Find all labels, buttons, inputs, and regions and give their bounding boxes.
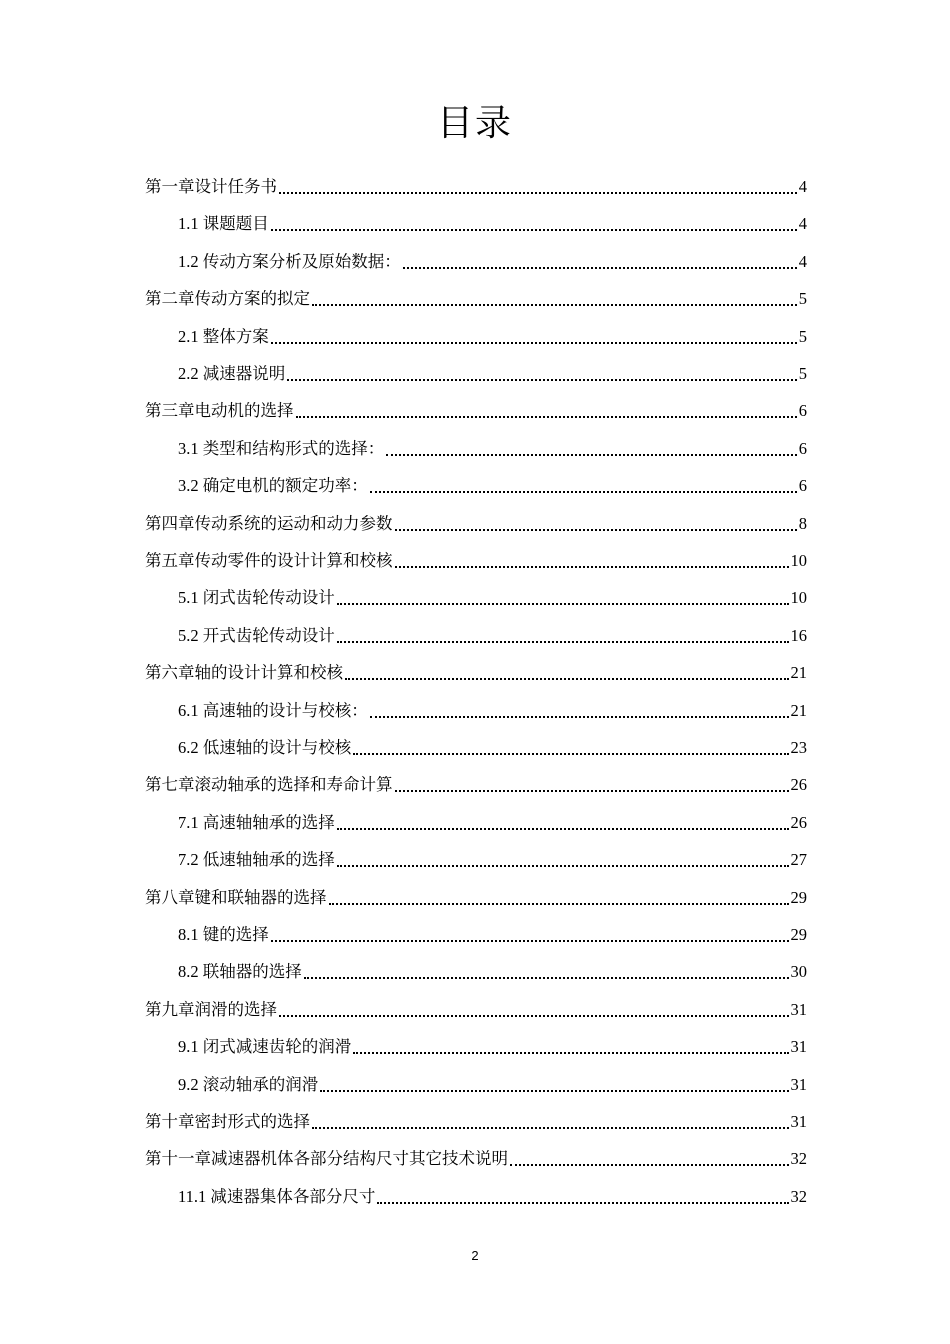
toc-entry-page: 6 xyxy=(798,438,807,458)
toc-entry-page: 5 xyxy=(798,364,807,383)
toc-entry-page: 26 xyxy=(790,775,807,795)
toc-section-entry[interactable] xyxy=(178,954,807,986)
toc-dot-leader xyxy=(279,192,797,194)
toc-section-entry[interactable] xyxy=(178,805,807,837)
toc-section-entry[interactable] xyxy=(178,431,807,463)
toc-section-entry[interactable] xyxy=(178,244,807,276)
toc-entry-page: 21 xyxy=(790,663,807,683)
toc-entry-label: 第七章滚动轴承的选择和寿命计算 xyxy=(145,775,393,795)
toc-entry-page: 4 xyxy=(798,251,807,271)
toc-section-entry[interactable] xyxy=(178,1029,807,1061)
toc-entry-page: 8 xyxy=(798,513,807,533)
toc-entry-page: 31 xyxy=(790,999,807,1019)
toc-chapter-entry[interactable] xyxy=(145,880,807,912)
toc-entry-label: 第八章键和联轴器的选择 xyxy=(145,887,327,907)
toc-section-entry[interactable] xyxy=(178,730,807,762)
toc-entry-page: 5 xyxy=(798,289,807,309)
toc-dot-leader xyxy=(304,977,789,979)
toc-entry-label: 8.2 联轴器的选择 xyxy=(178,962,302,982)
toc-dot-leader xyxy=(353,753,788,755)
toc-dot-leader xyxy=(395,566,789,568)
toc-entry-label: 第十一章减速器机体各部分结构尺寸其它技术说明 xyxy=(145,1149,508,1169)
toc-entry-page: 6 xyxy=(798,401,807,421)
toc-entry-label: 5.1 闭式齿轮传动设计 xyxy=(178,588,335,608)
toc-entry-label: 7.2 低速轴轴承的选择 xyxy=(178,850,335,870)
toc-dot-leader xyxy=(271,940,789,942)
toc-section-entry[interactable] xyxy=(178,580,807,612)
toc-entry-label: 6.1 高速轴的设计与校核： xyxy=(178,700,368,720)
toc-chapter-entry[interactable] xyxy=(145,1141,807,1173)
toc-dot-leader xyxy=(337,641,789,643)
toc-entry-label: 2.1 整体方案 xyxy=(178,326,269,346)
toc-entry-label: 第五章传动零件的设计计算和校核 xyxy=(145,551,393,570)
toc-dot-leader xyxy=(287,379,797,381)
toc-entry-label: 1.1 课题题目 xyxy=(178,214,269,234)
toc-entry-label: 第九章润滑的选择 xyxy=(145,999,277,1019)
toc-section-entry[interactable] xyxy=(178,842,807,874)
toc-chapter-entry[interactable] xyxy=(145,655,807,687)
toc-entry-label: 第二章传动方案的拟定 xyxy=(145,289,310,309)
toc-entry-label: 11.1 减速器集体各部分尺寸 xyxy=(178,1186,376,1206)
toc-entry-label: 第一章设计任务书 xyxy=(145,177,277,196)
toc-entry-page: 29 xyxy=(790,887,807,907)
toc-dot-leader xyxy=(377,1202,788,1204)
toc-dot-leader xyxy=(337,865,789,867)
page-title: 目录 xyxy=(436,103,513,144)
toc-section-entry[interactable] xyxy=(178,356,807,388)
toc-section-entry[interactable] xyxy=(178,693,807,725)
toc-entry-page: 31 xyxy=(790,1074,807,1094)
toc-dot-leader xyxy=(395,529,797,531)
toc-entry-label: 第十章密封形式的选择 xyxy=(145,1112,310,1131)
toc-chapter-entry[interactable] xyxy=(145,1104,807,1136)
toc-dot-leader xyxy=(395,790,789,792)
toc-dot-leader xyxy=(510,1164,789,1166)
toc-entry-page: 4 xyxy=(798,214,807,234)
toc-section-entry[interactable] xyxy=(178,468,807,500)
toc-entry-page: 4 xyxy=(798,177,807,196)
toc-dot-leader xyxy=(370,716,789,718)
toc-entry-label: 6.2 低速轴的设计与校核 xyxy=(178,738,352,757)
toc-dot-leader xyxy=(337,603,789,605)
toc-chapter-entry[interactable] xyxy=(145,767,807,799)
toc-chapter-entry[interactable] xyxy=(145,169,807,201)
toc-entry-label: 3.1 类型和结构形式的选择： xyxy=(178,438,385,458)
toc-dot-leader xyxy=(353,1052,788,1054)
toc-entry-page: 5 xyxy=(798,326,807,346)
toc-section-entry[interactable] xyxy=(178,1067,807,1099)
toc-entry-page: 10 xyxy=(790,588,807,608)
toc-entry-page: 29 xyxy=(790,925,807,944)
toc-entry-label: 3.2 确定电机的额定功率： xyxy=(178,476,368,496)
toc-entry-page: 31 xyxy=(790,1112,807,1131)
toc-entry-page: 32 xyxy=(790,1186,807,1206)
page-number: 2 xyxy=(471,1248,479,1263)
toc-chapter-entry[interactable] xyxy=(145,992,807,1024)
toc-dot-leader xyxy=(271,342,797,344)
toc-entry-label: 5.2 开式齿轮传动设计 xyxy=(178,625,335,645)
toc-section-entry[interactable] xyxy=(178,618,807,650)
toc-dot-leader xyxy=(279,1015,789,1017)
toc-dot-leader xyxy=(320,1090,788,1092)
toc-dot-leader xyxy=(386,454,797,456)
toc-entry-page: 10 xyxy=(790,551,807,570)
toc-chapter-entry[interactable] xyxy=(145,543,807,575)
toc-entry-page: 31 xyxy=(790,1037,807,1057)
toc-entry-label: 第四章传动系统的运动和动力参数 xyxy=(145,513,393,533)
toc-dot-leader xyxy=(312,1127,789,1129)
toc-entry-label: 9.1 闭式减速齿轮的润滑 xyxy=(178,1037,352,1057)
toc-entry-label: 8.1 键的选择 xyxy=(178,925,269,944)
toc-entry-page: 30 xyxy=(790,962,807,982)
toc-chapter-entry[interactable] xyxy=(145,393,807,425)
toc-dot-leader xyxy=(370,491,797,493)
toc-entry-page: 32 xyxy=(790,1149,807,1169)
toc-entry-label: 1.2 传动方案分析及原始数据： xyxy=(178,251,401,271)
toc-entry-page: 21 xyxy=(790,700,807,720)
toc-dot-leader xyxy=(337,828,789,830)
toc-section-entry[interactable] xyxy=(178,206,807,238)
toc-chapter-entry[interactable] xyxy=(145,506,807,538)
toc-section-entry[interactable] xyxy=(178,1179,807,1211)
toc-dot-leader xyxy=(271,229,797,231)
toc-entry-page: 27 xyxy=(790,850,807,870)
toc-dot-leader xyxy=(345,678,789,680)
toc-entry-page: 26 xyxy=(790,812,807,832)
toc-entry-page: 6 xyxy=(798,476,807,496)
toc-entry-label: 9.2 滚动轴承的润滑 xyxy=(178,1074,319,1094)
toc-section-entry[interactable] xyxy=(178,319,807,351)
toc-dot-leader xyxy=(296,416,797,418)
toc-entry-label: 2.2 减速器说明 xyxy=(178,364,286,383)
toc-entry-page: 16 xyxy=(790,625,807,645)
toc-entry-label: 第三章电动机的选择 xyxy=(145,401,294,421)
toc-dot-leader xyxy=(329,903,789,905)
toc-entry-label: 7.1 高速轴轴承的选择 xyxy=(178,812,335,832)
toc-dot-leader xyxy=(403,267,797,269)
toc-entry-page: 23 xyxy=(790,738,807,757)
toc-chapter-entry[interactable] xyxy=(145,281,807,313)
toc-section-entry[interactable] xyxy=(178,917,807,949)
toc-dot-leader xyxy=(312,304,797,306)
toc-entry-label: 第六章轴的设计计算和校核 xyxy=(145,663,343,683)
